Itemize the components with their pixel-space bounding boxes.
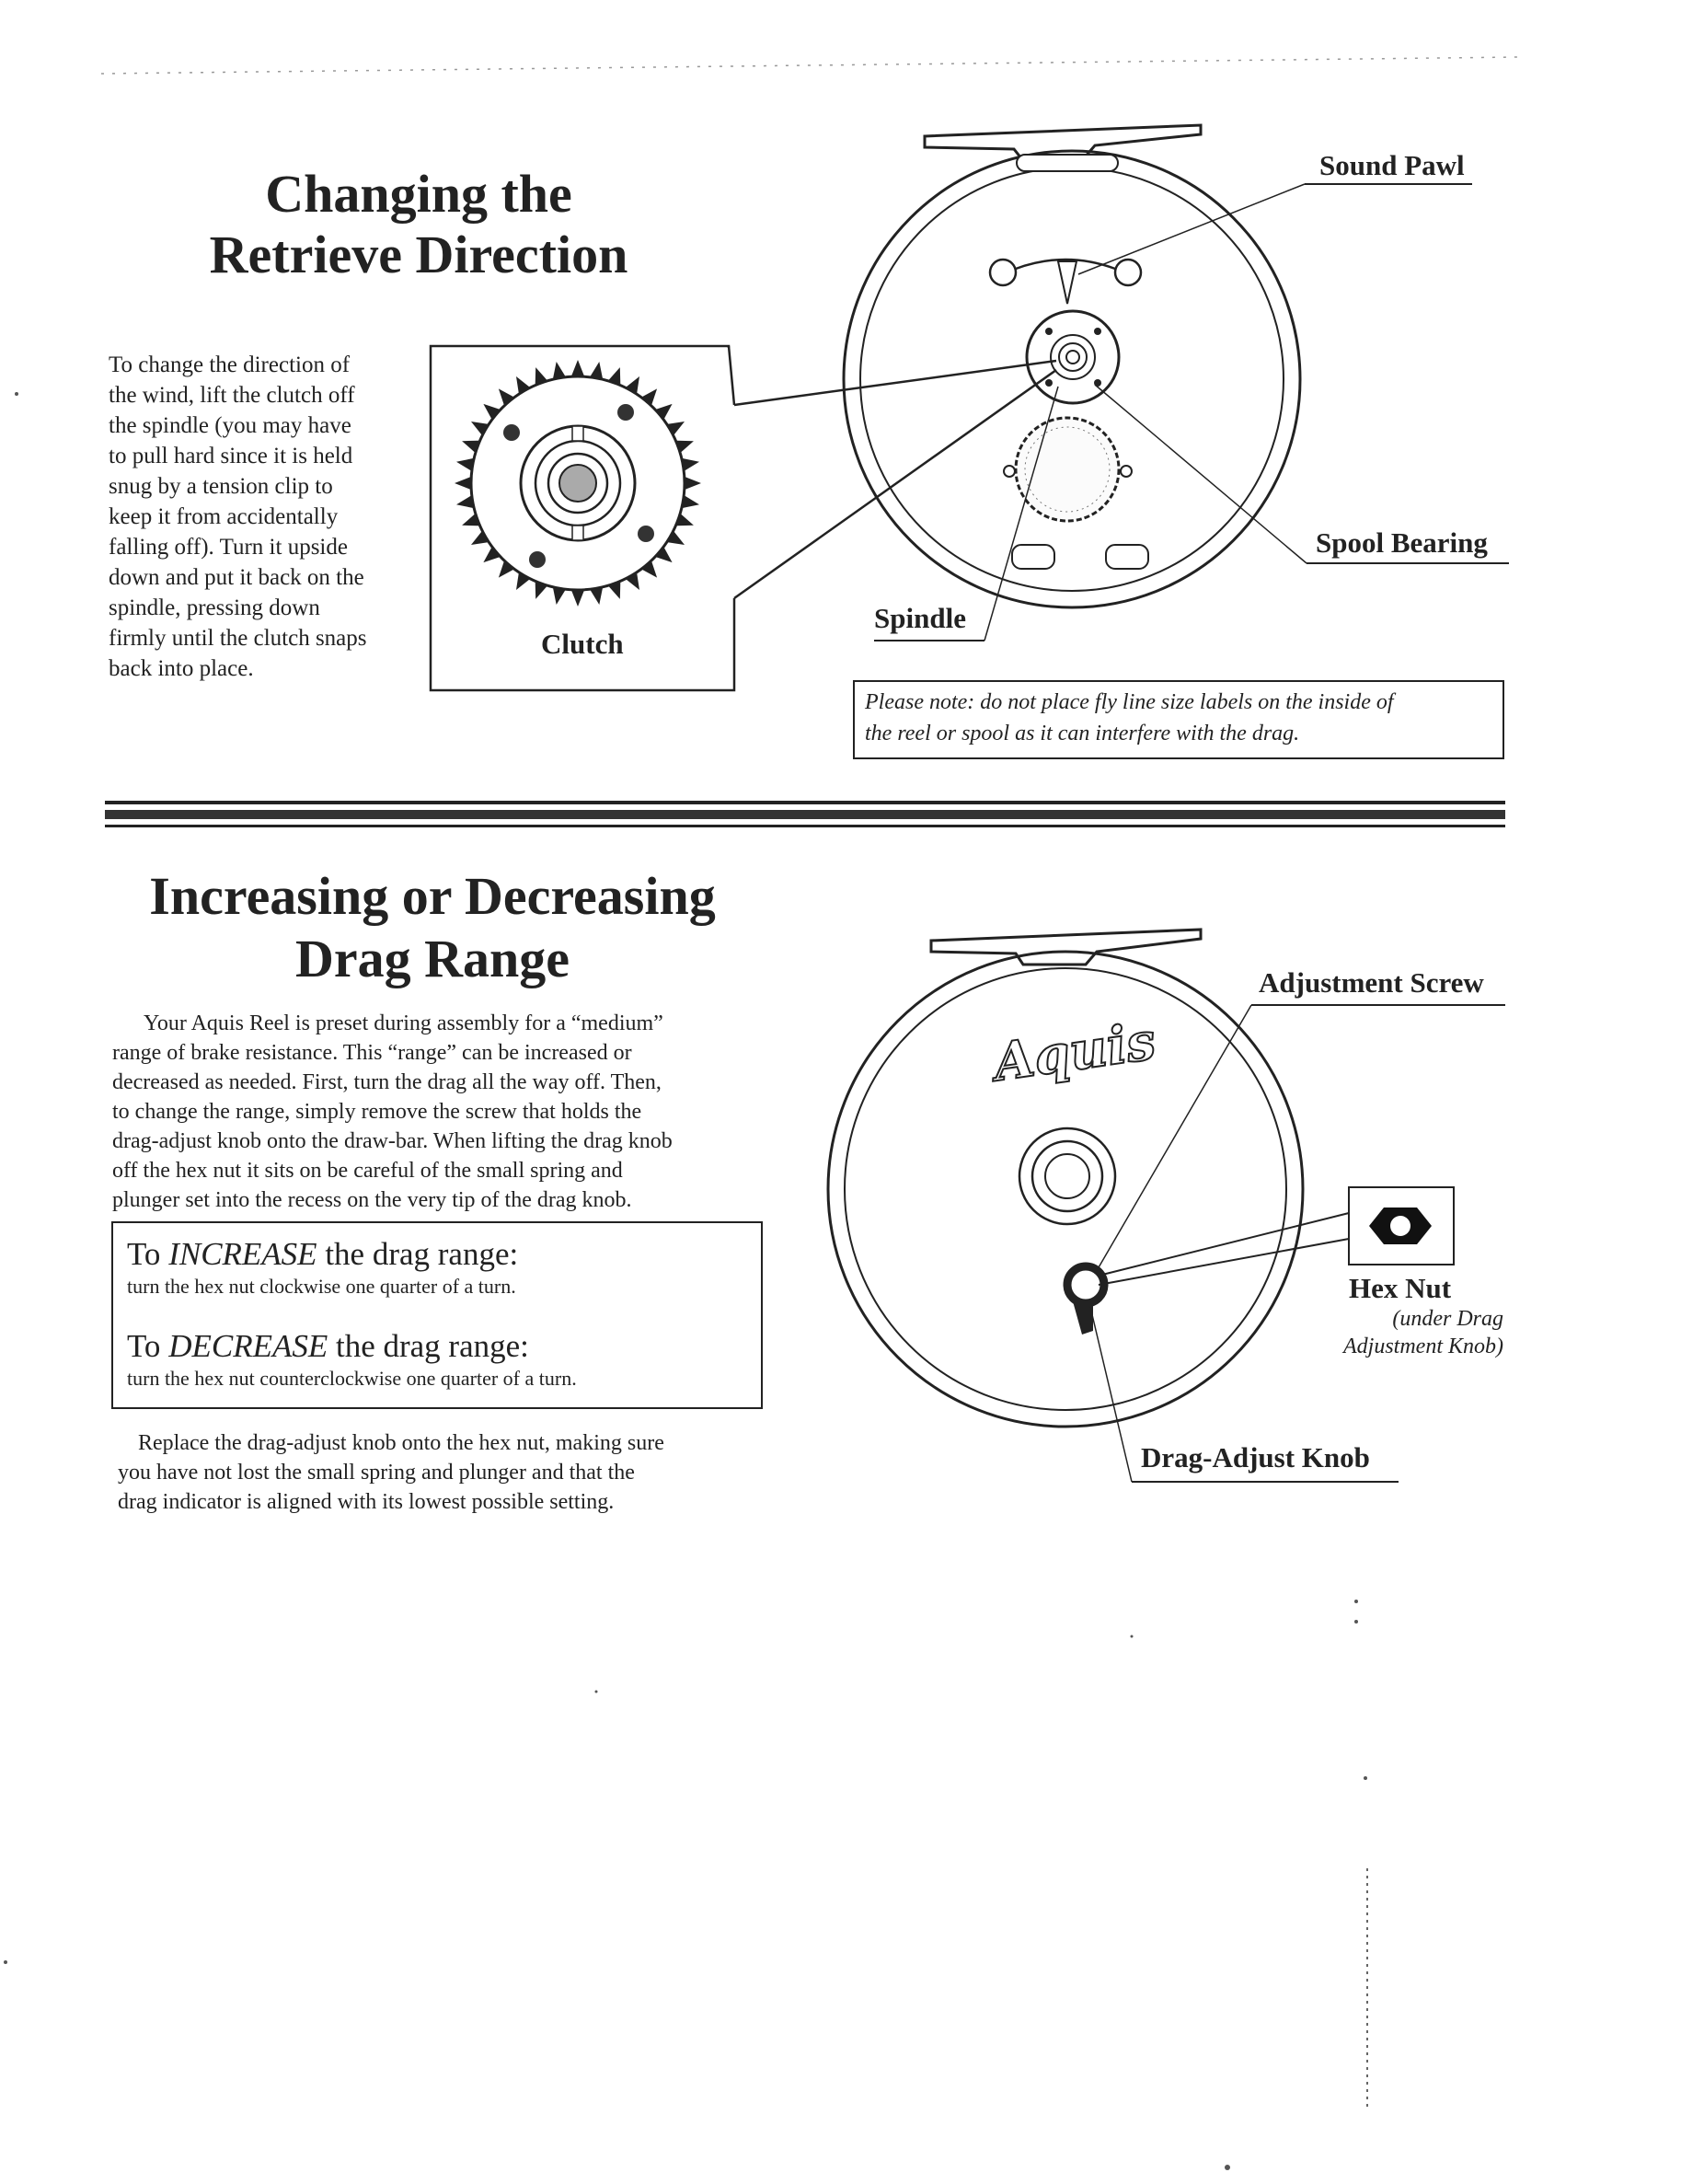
- section1-title-line1: Changing the: [265, 164, 572, 224]
- note-line: the reel or spool as it can interfere with the drag.: [865, 722, 1300, 745]
- increase-prefix: To: [127, 1236, 169, 1272]
- reel-pillar-left: [1012, 545, 1054, 569]
- section2-title-line2: Drag Range: [294, 929, 570, 988]
- intro-line: off the hex nut it sits on be careful of the small spring and: [112, 1159, 623, 1183]
- instruction-box: [127, 1235, 753, 1392]
- paragraph-line: the wind, lift the clutch off: [109, 383, 355, 408]
- reel-pillar-right: [1106, 545, 1148, 569]
- clutch-rivet: [503, 424, 520, 441]
- intro-line: Your Aquis Reel is preset during assembly for a “medium”: [144, 1011, 663, 1035]
- paragraph-line: spindle, pressing down: [109, 595, 320, 620]
- clutch-notch-top: [572, 426, 583, 441]
- paragraph-line: to pull hard since it is held: [109, 444, 353, 468]
- sound-pawl-label: Sound Pawl: [1319, 149, 1465, 181]
- intro-line: plunger set into the recess on the very tip of the drag knob.: [112, 1188, 632, 1212]
- note-box: [865, 687, 1500, 749]
- paragraph-line: the spindle (you may have: [109, 413, 351, 438]
- drag-knob-pointer: [1073, 1301, 1093, 1335]
- section2-title: [110, 865, 754, 990]
- clutch-leader-upper: [734, 361, 1056, 405]
- clutch-rivet: [617, 404, 634, 421]
- clutch-detail: [431, 346, 1056, 690]
- section2-title-line1: Increasing or Decreasing: [149, 866, 716, 926]
- hex-nut-note-line2: Adjustment Knob): [1343, 1335, 1503, 1358]
- paragraph-line: firmly until the clutch snaps: [109, 626, 367, 651]
- intro-line: decreased as needed. First, turn the drag all the way off. Then,: [112, 1070, 662, 1094]
- sound-pawl: [1058, 261, 1077, 304]
- section2-intro: [112, 1009, 784, 1215]
- clutch-rivet: [638, 526, 654, 542]
- aquis-logo: Aquis: [990, 1011, 1159, 1093]
- gear-rivet: [1045, 328, 1053, 335]
- paragraph-line: back into place.: [109, 656, 254, 681]
- increase-heading: [127, 1235, 753, 1274]
- decrease-suffix: the drag range:: [328, 1328, 529, 1364]
- reel-pillar-top: [1017, 155, 1118, 171]
- decrease-prefix: To: [127, 1328, 169, 1364]
- intro-line: range of brake resistance. This “range” can be increased or: [112, 1041, 632, 1065]
- hex-nut-hole: [1390, 1216, 1410, 1236]
- decrease-heading: [127, 1327, 753, 1366]
- clutch-rivet: [529, 551, 546, 568]
- spindle-label: Spindle: [874, 602, 966, 634]
- drag-tab-right: [1121, 466, 1132, 477]
- gear-rivet: [1094, 328, 1101, 335]
- section-divider-top: [105, 801, 1505, 804]
- paragraph-line: falling off). Turn it upside: [109, 535, 348, 560]
- drag-adjust-knob-label: Drag-Adjust Knob: [1141, 1441, 1370, 1473]
- section1-title-line2: Retrieve Direction: [209, 225, 628, 284]
- clutch-label: Clutch: [541, 628, 624, 660]
- clutch-leader-lower: [734, 370, 1056, 598]
- intro-line: drag-adjust knob onto the draw-bar. When lifting the drag knob: [112, 1129, 673, 1153]
- decrease-keyword: DECREASE: [168, 1328, 328, 1364]
- hex-nut-note-line1: (under Drag: [1392, 1307, 1503, 1331]
- adjustment-screw-label: Adjustment Screw: [1259, 966, 1484, 999]
- reel-diagram-top: [844, 125, 1300, 607]
- increase-instruction: turn the hex nut clockwise one quarter of a turn.: [127, 1275, 516, 1298]
- drag-washer: [1016, 418, 1119, 521]
- section1-title: [147, 164, 690, 285]
- paragraph-line: snug by a tension clip to: [109, 474, 333, 499]
- pawl-spring-right: [1115, 260, 1141, 285]
- clutch-detail-frame-edge: [729, 346, 734, 405]
- hex-nut-leader-lower: [1099, 1239, 1349, 1285]
- gear-rivet: [1045, 379, 1053, 387]
- section-divider-middle: [105, 810, 1505, 819]
- note-line: Please note: do not place fly line size labels on the inside of: [865, 690, 1394, 714]
- paragraph-line: down and put it back on the: [109, 565, 364, 590]
- closing-line: drag indicator is aligned with its lowest possible setting.: [118, 1490, 615, 1514]
- section2-closing: [118, 1428, 789, 1517]
- spool-bearing-leader: [1095, 385, 1307, 563]
- paragraph-line: keep it from accidentally: [109, 504, 339, 529]
- decrease-instruction: turn the hex nut counterclockwise one quarter of a turn.: [127, 1367, 577, 1390]
- increase-suffix: the drag range:: [317, 1236, 519, 1272]
- clutch-gear-small: [1027, 311, 1119, 403]
- increase-keyword: INCREASE: [168, 1236, 317, 1272]
- section-divider-bottom: [105, 825, 1505, 827]
- pawl-spring-left: [990, 260, 1016, 285]
- paragraph-line: To change the direction of: [109, 352, 351, 377]
- hex-nut-leader-upper: [1099, 1213, 1349, 1276]
- hex-nut-label: Hex Nut: [1349, 1272, 1452, 1304]
- sound-pawl-leader: [1078, 184, 1305, 274]
- drag-knob-leader: [1090, 1307, 1132, 1482]
- drag-tab-left: [1004, 466, 1015, 477]
- clutch-spindle-core: [559, 465, 596, 502]
- clutch-notch-bottom: [572, 526, 583, 540]
- section1-paragraph: [109, 350, 421, 684]
- spool-bearing-label: Spool Bearing: [1316, 526, 1488, 559]
- reel-foot: [925, 125, 1201, 158]
- intro-line: to change the range, simply remove the screw that holds the: [112, 1100, 642, 1124]
- closing-line: you have not lost the small spring and plunger and that the: [118, 1461, 635, 1485]
- closing-line: Replace the drag-adjust knob onto the hex nut, making sure: [138, 1431, 664, 1455]
- hex-nut-note: [1270, 1305, 1503, 1360]
- reel-foot-bottom: [931, 930, 1201, 965]
- hub-inner: [1045, 1154, 1089, 1198]
- scan-artifact-line: [101, 57, 1518, 74]
